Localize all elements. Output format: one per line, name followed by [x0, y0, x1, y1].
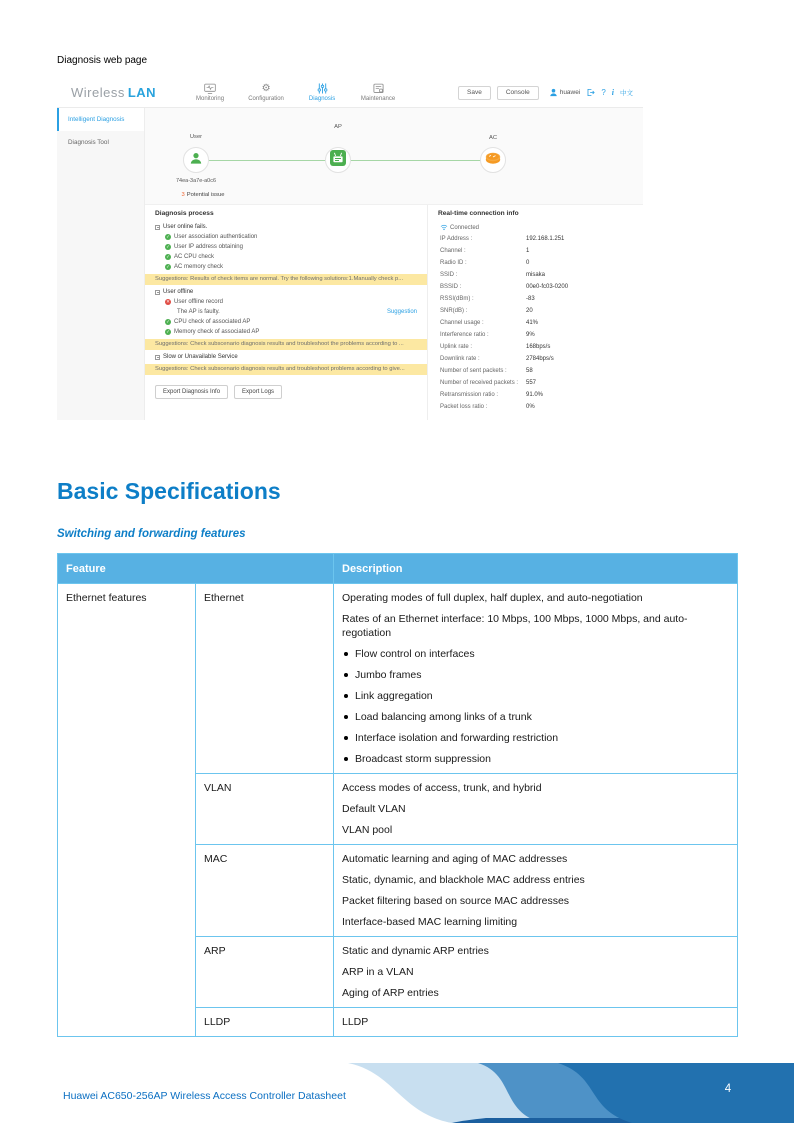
realtime-row	[438, 341, 633, 353]
app-header	[57, 78, 643, 108]
wifi-icon	[440, 223, 448, 233]
sidebar	[57, 108, 145, 420]
diagnosis-group[interactable]	[155, 352, 417, 362]
export-buttons	[155, 380, 417, 399]
feature-cell: Ethernet	[196, 584, 334, 774]
bullet-dot-icon	[344, 736, 348, 740]
check-item	[155, 317, 417, 327]
bullet-text: Interface isolation and forwarding restriction	[355, 732, 559, 744]
main-content	[145, 108, 643, 420]
connection-status	[438, 222, 633, 233]
section-subheading: Switching and forwarding features	[57, 528, 246, 540]
diagnosis-text: CPU check of associated AP	[174, 319, 251, 325]
user-node-label: User	[189, 134, 203, 140]
diagnosis-text: Memory check of associated AP	[174, 329, 260, 335]
bullet-item	[342, 647, 729, 661]
topology-diagram	[145, 108, 643, 204]
export-logs-button[interactable]: Export Logs	[234, 385, 282, 399]
description-line: Automatic learning and aging of MAC addresses	[342, 853, 568, 865]
realtime-value: 41%	[526, 320, 539, 326]
bullet-text: Jumbo frames	[355, 669, 422, 681]
check-pass-icon: ✓	[166, 329, 170, 334]
bullet-item	[342, 668, 729, 682]
description-line: Packet filtering based on source MAC addresses	[342, 895, 570, 907]
realtime-label: Uplink rate :	[440, 344, 473, 350]
realtime-row	[438, 293, 633, 305]
check-item	[155, 232, 417, 242]
realtime-connection-panel	[428, 205, 643, 420]
tab-configuration[interactable]	[238, 83, 294, 102]
realtime-label: Number of received packets :	[440, 380, 519, 386]
realtime-value: 0%	[526, 404, 535, 410]
realtime-label: SSID :	[440, 272, 458, 278]
app-body	[57, 108, 643, 420]
diagnosis-text: User association authentication	[174, 234, 258, 240]
user-mac-address: 74ea-3a7e-a0c6	[175, 178, 217, 184]
description-line: Static, dynamic, and blackhole MAC address entries	[342, 874, 585, 886]
realtime-row	[438, 269, 633, 281]
diagnosis-web-page-screenshot	[57, 78, 643, 420]
realtime-row	[438, 353, 633, 365]
description-line: ARP in a VLAN	[342, 966, 414, 978]
realtime-label: Channel usage :	[440, 320, 484, 326]
realtime-row	[438, 377, 633, 389]
diagnosis-text: AC memory check	[174, 264, 224, 270]
tab-monitoring[interactable]	[182, 83, 238, 102]
realtime-row	[438, 317, 633, 329]
user-node[interactable]	[183, 147, 209, 173]
bullet-dot-icon	[344, 694, 348, 698]
description-line: VLAN pool	[342, 824, 393, 836]
diagnosis-process-panel	[145, 205, 428, 420]
user-menu[interactable]	[549, 88, 581, 97]
logo-lan: LAN	[127, 85, 157, 100]
clipboard-gear-icon	[373, 83, 384, 94]
connection-status-text: Connected	[450, 224, 480, 231]
realtime-row	[438, 401, 633, 413]
person-icon	[549, 88, 558, 97]
nav-label: Diagnosis	[308, 96, 336, 102]
description-line: Rates of an Ethernet interface: 10 Mbps, 100 Mbps, 1000 Mbps, and auto-regotiation	[342, 613, 688, 639]
check-item	[155, 297, 417, 307]
ap-node[interactable]	[325, 147, 351, 173]
description-cell	[334, 937, 738, 1008]
description-line: Operating modes of full duplex, half duplex, and auto-negotiation	[342, 592, 643, 604]
realtime-value: 557	[526, 380, 537, 386]
console-button[interactable]: Console	[497, 86, 539, 100]
suggestion-bar: Suggestions: Check subscenario diagnosis results and troubleshoot the problems according to ...	[145, 339, 427, 350]
realtime-value: 20	[526, 308, 533, 314]
table-row	[58, 584, 738, 774]
potential-issue-badge[interactable]	[182, 192, 225, 198]
check-detail	[155, 307, 417, 317]
header-actions	[458, 86, 633, 100]
realtime-label: Radio ID :	[440, 260, 467, 266]
realtime-row	[438, 389, 633, 401]
diagnosis-text: The AP is faulty.	[177, 309, 220, 315]
diagnosis-process-list	[155, 222, 417, 375]
app-logo	[71, 85, 156, 100]
tab-maintenance[interactable]	[350, 83, 406, 102]
description-cell	[334, 774, 738, 845]
realtime-value: 91.0%	[526, 392, 544, 398]
ap-node-label: AP	[334, 124, 342, 130]
description-line: Static and dynamic ARP entries	[342, 945, 489, 957]
detail-panels	[145, 204, 643, 420]
export-diagnosis-info-button[interactable]: Export Diagnosis Info	[155, 385, 228, 399]
bullet-text: Flow control on interfaces	[355, 648, 475, 660]
spec-table-header-row	[58, 554, 738, 584]
realtime-value: 192.168.1.251	[526, 236, 565, 242]
check-item	[155, 252, 417, 262]
username: huawei	[559, 89, 581, 96]
realtime-row	[438, 257, 633, 269]
check-pass-icon: ✓	[166, 254, 170, 259]
collapse-icon[interactable]	[155, 225, 160, 230]
gear-icon: ⚙	[261, 82, 271, 94]
monitor-icon	[204, 83, 216, 94]
bullet-text: Link aggregation	[355, 690, 433, 702]
realtime-label: Packet loss ratio :	[440, 404, 488, 410]
description-line: Default VLAN	[342, 803, 406, 815]
tab-diagnosis[interactable]	[294, 83, 350, 102]
feature-cell: MAC	[196, 845, 334, 937]
sidebar-item-intelligent-diagnosis[interactable]: Intelligent Diagnosis	[57, 108, 144, 131]
realtime-label: IP Address :	[440, 236, 473, 242]
diagnosis-text: User offline record	[174, 299, 223, 305]
realtime-label: SNR(dB) :	[440, 308, 468, 314]
check-fail-icon: ✕	[166, 299, 170, 304]
diagnosis-group[interactable]	[155, 287, 417, 297]
logout-icon[interactable]	[586, 88, 595, 97]
realtime-value: 58	[526, 368, 533, 374]
diagnosis-text: User online fails.	[163, 224, 208, 230]
page-number: 4	[724, 1083, 732, 1095]
bullet-dot-icon	[344, 715, 348, 719]
feature-column-header: Feature	[58, 554, 334, 584]
page-footer	[0, 1063, 794, 1123]
section-heading: Basic Specifications	[57, 478, 281, 504]
ac-icon	[484, 149, 502, 172]
realtime-label: Channel :	[440, 248, 466, 254]
diagnosis-process-title: Diagnosis process	[155, 210, 214, 217]
description-cell	[334, 1008, 738, 1037]
feature-group-cell: Ethernet features	[58, 584, 196, 1037]
diagnosis-text: User offline	[163, 289, 194, 295]
realtime-title: Real-time connection info	[438, 210, 519, 217]
nav-tabs	[182, 83, 406, 102]
ac-node[interactable]	[480, 147, 506, 173]
realtime-value: misaka	[526, 272, 546, 278]
bullet-text: Load balancing among links of a trunk	[355, 711, 532, 723]
bullet-item	[342, 689, 729, 703]
bullet-dot-icon	[344, 673, 348, 677]
ac-node-label: AC	[488, 135, 498, 141]
realtime-label: RSSI(dBm) :	[440, 296, 474, 302]
feature-cell: LLDP	[196, 1008, 334, 1037]
description-cell	[334, 584, 738, 774]
check-item	[155, 262, 417, 272]
user-icon	[189, 151, 203, 170]
check-pass-icon: ✓	[166, 264, 170, 269]
realtime-value: 2784bps/s	[526, 356, 554, 362]
figure-caption: Diagnosis web page	[57, 55, 148, 66]
realtime-label: BSSID :	[440, 284, 462, 290]
realtime-row	[438, 245, 633, 257]
realtime-value: -83	[526, 296, 535, 302]
realtime-row	[438, 233, 633, 245]
check-pass-icon: ✓	[166, 319, 170, 324]
realtime-row	[438, 281, 633, 293]
spec-table	[57, 553, 738, 1037]
logo-wireless: Wireless	[71, 85, 125, 100]
suggestion-bar: Suggestions: Results of check items are normal. Try the following solutions:1.Manually check p...	[145, 274, 427, 285]
suggestion-link[interactable]: Suggestion	[386, 309, 417, 315]
realtime-value: 0	[526, 260, 530, 266]
realtime-label: Downlink rate :	[440, 356, 480, 362]
issue-count: 3	[181, 192, 185, 198]
realtime-label: Number of sent packets :	[440, 368, 507, 374]
realtime-value: 00e0-fc03-0200	[526, 284, 569, 290]
realtime-rows	[438, 233, 633, 413]
diagnosis-text: AC CPU check	[174, 254, 215, 260]
issue-label: Potential issue	[186, 192, 225, 198]
bullet-item	[342, 710, 729, 724]
feature-cell: ARP	[196, 937, 334, 1008]
description-line: Access modes of access, trunk, and hybrid	[342, 782, 542, 794]
realtime-row	[438, 329, 633, 341]
description-line: Interface-based MAC learning limiting	[342, 916, 518, 928]
check-pass-icon: ✓	[166, 234, 170, 239]
realtime-row	[438, 365, 633, 377]
check-item	[155, 242, 417, 252]
diagnosis-text: Slow or Unavailable Service	[163, 354, 238, 360]
description-cell	[334, 845, 738, 937]
bullet-dot-icon	[344, 757, 348, 761]
bullet-item	[342, 731, 729, 745]
feature-cell: VLAN	[196, 774, 334, 845]
realtime-value: 1	[526, 248, 530, 254]
realtime-label: Retransmission ratio :	[440, 392, 499, 398]
footer-document-title: Huawei AC650-256AP Wireless Access Controller Datasheet	[63, 1090, 346, 1102]
bullet-text: Broadcast storm suppression	[355, 753, 491, 765]
realtime-label: Interference ratio :	[440, 332, 489, 338]
language-switch[interactable]: 中文	[620, 90, 633, 97]
diagnosis-group[interactable]	[155, 222, 417, 232]
diagnosis-text: User IP address obtaining	[174, 244, 243, 250]
check-pass-icon: ✓	[166, 244, 170, 249]
sidebar-item-diagnosis-tool[interactable]: Diagnosis Tool	[68, 139, 109, 146]
bullet-dot-icon	[344, 652, 348, 656]
realtime-value: 9%	[526, 332, 535, 338]
realtime-value: 168bps/s	[526, 344, 551, 350]
description-column-header: Description	[334, 554, 738, 584]
sliders-icon	[317, 83, 328, 94]
realtime-row	[438, 305, 633, 317]
help-icon[interactable]: ?	[601, 87, 606, 97]
check-item	[155, 327, 417, 337]
suggestion-bar: Suggestions: Check subscenario diagnosis results and troubleshoot problems according to give...	[145, 364, 427, 375]
info-icon[interactable]: i	[611, 87, 614, 97]
nav-label: Configuration	[248, 96, 284, 102]
collapse-icon[interactable]	[155, 355, 160, 360]
nav-label: Maintenance	[360, 96, 396, 102]
bullet-item	[342, 752, 729, 766]
save-button[interactable]: Save	[458, 86, 491, 100]
ap-icon	[329, 149, 347, 172]
collapse-icon[interactable]	[155, 290, 160, 295]
description-line: Aging of ARP entries	[342, 987, 439, 999]
nav-label: Monitoring	[196, 96, 225, 102]
description-line: LLDP	[342, 1016, 369, 1028]
